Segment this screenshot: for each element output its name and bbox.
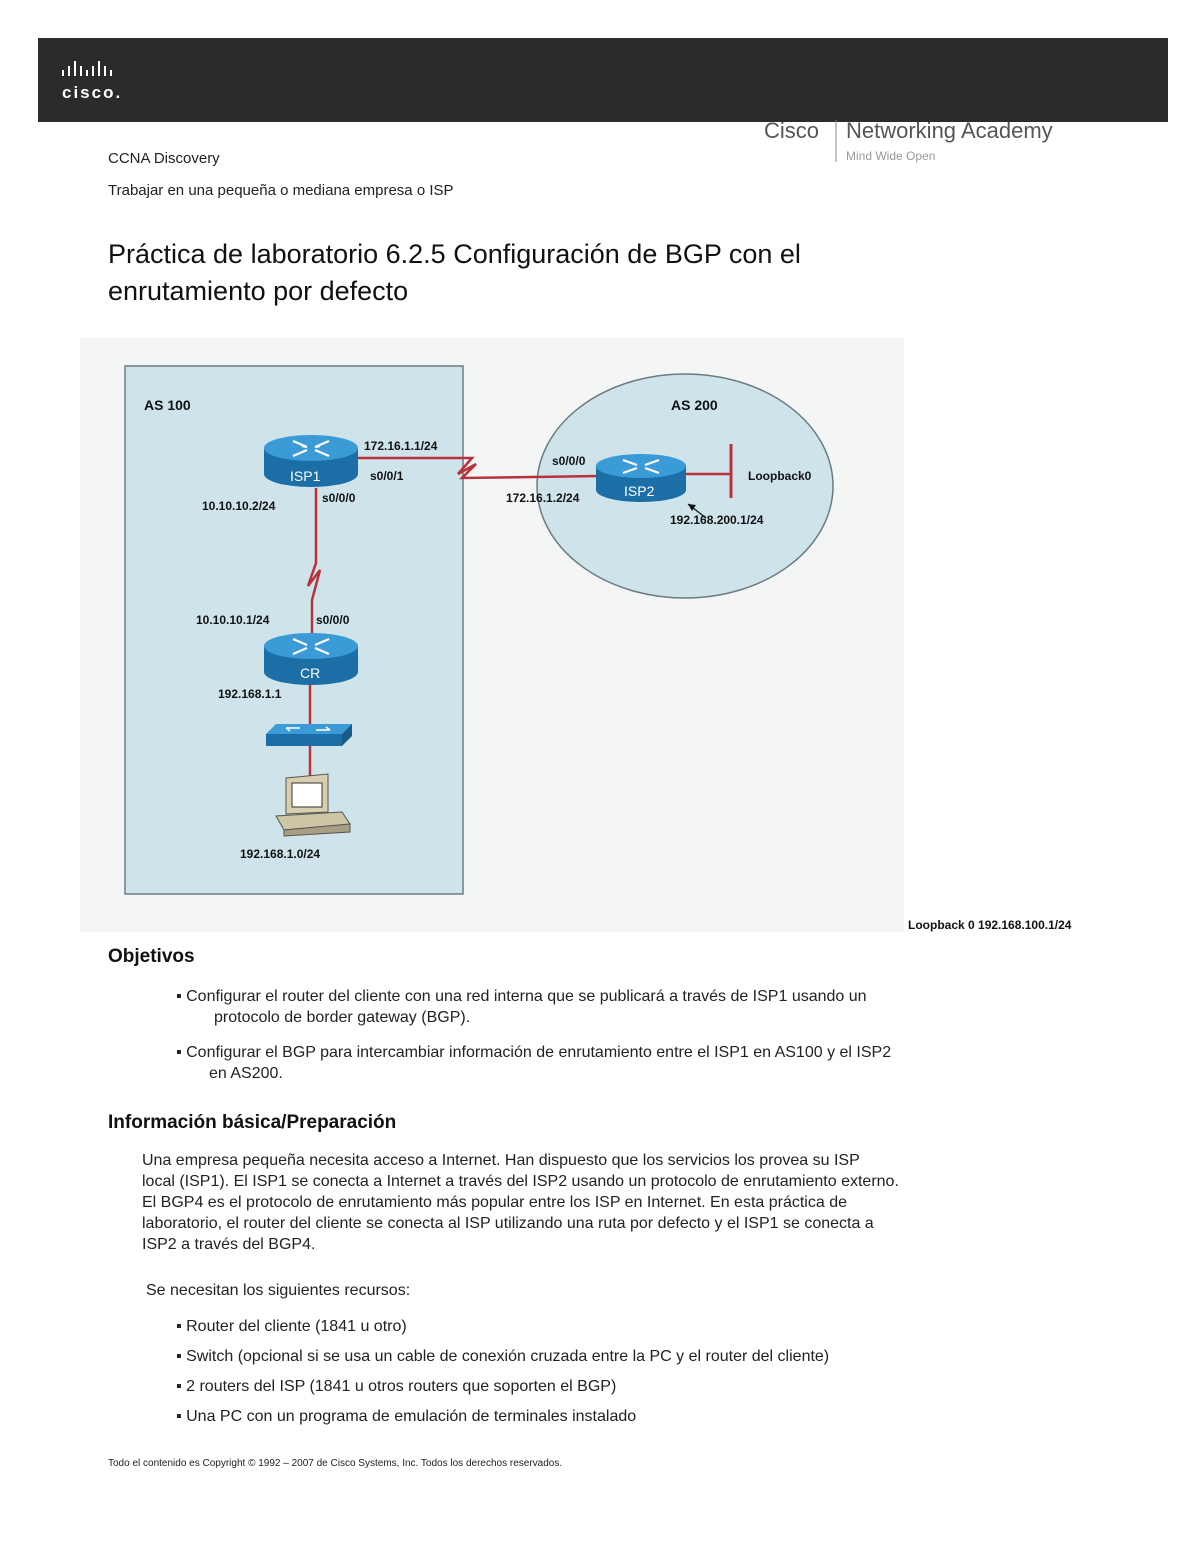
cr-s000-ip: 10.10.10.1/24 <box>196 613 270 627</box>
isp1-s000-ip: 10.10.10.2/24 <box>202 499 276 513</box>
loopback0-label: Loopback0 <box>748 469 812 483</box>
academy-brand: Cisco <box>764 118 820 143</box>
academy-tagline: Mind Wide Open <box>846 149 936 163</box>
switch-icon <box>266 724 352 746</box>
header-bar <box>38 38 1168 122</box>
isp1-s000-if: s0/0/0 <box>322 491 356 505</box>
objective-item-1 <box>176 986 1056 1028</box>
cr-s000-if: s0/0/0 <box>316 613 350 627</box>
background-line-4: laboratorio, el router del cliente se conecta al ISP utilizando una ruta por defecto y el ISP1 se conecta a <box>142 1215 874 1232</box>
background-line-5: ISP2 a través del BGP4. <box>142 1236 316 1253</box>
resource-item-2: ▪ Switch (opcional si se usa un cable de conexión cruzada entre la PC y el router del cliente) <box>176 1348 830 1365</box>
cr-lan-ip: 192.168.1.1 <box>218 687 282 701</box>
objective-item-2-line1: ▪ Configurar el BGP para intercambiar información de enrutamiento entre el ISP1 en AS100 y el ISP2 <box>176 1044 892 1061</box>
lan-network: 192.168.1.0/24 <box>240 847 321 861</box>
copyright-footer: Todo el contenido es Copyright © 1992 – 2007 de Cisco Systems, Inc. Todos los derechos reservados. <box>108 1458 563 1469</box>
background-line-2: local (ISP1). El ISP1 se conecta a Internet a través del ISP2 usando un protocolo de enrutamiento externo. <box>142 1173 899 1190</box>
loopback0-ip: 192.168.200.1/24 <box>670 513 764 527</box>
networking-academy-logo <box>762 116 1102 166</box>
title-line-1: Práctica de laboratorio 6.2.5 Configuración de BGP con el <box>108 239 801 269</box>
as100-label: AS 100 <box>144 397 191 413</box>
course-subtitle: Trabajar en una pequeña o mediana empresa o ISP <box>108 182 454 199</box>
network-topology-diagram <box>80 338 904 932</box>
background-line-1: Una empresa pequeña necesita acceso a Internet. Han dispuesto que los servicios los provea su ISP <box>142 1152 860 1169</box>
academy-name: Networking Academy <box>846 118 1053 143</box>
loopback-note: Loopback 0 192.168.100.1/24 <box>908 918 1072 932</box>
course-name: CCNA Discovery <box>108 150 220 167</box>
resource-item-1: ▪ Router del cliente (1841 u otro) <box>176 1318 407 1335</box>
isp2-s000-ip: 172.16.1.2/24 <box>506 491 580 505</box>
isp2-label: ISP2 <box>624 483 655 499</box>
background-line-3: El BGP4 es el protocolo de enrutamiento más popular entre los ISP en Internet. En esta práctica de <box>142 1194 847 1211</box>
cr-label: CR <box>300 665 321 681</box>
isp1-label: ISP1 <box>290 468 321 484</box>
background-heading: Información básica/Preparación <box>108 1112 397 1133</box>
page-title <box>108 236 1008 310</box>
cisco-wordmark: cisco. <box>62 83 123 102</box>
objective-item-1-line1: ▪ Configurar el router del cliente con una red interna que se publicará a través de ISP1 usando un <box>176 988 867 1005</box>
objectives-heading: Objetivos <box>108 946 195 967</box>
background-paragraph <box>142 1150 1092 1255</box>
cisco-logo <box>60 58 150 104</box>
as200-label: AS 200 <box>671 397 718 413</box>
isp2-s000-if: s0/0/0 <box>552 454 586 468</box>
resources-intro: Se necesitan los siguientes recursos: <box>146 1282 411 1299</box>
objective-item-2 <box>176 1042 1056 1084</box>
resource-item-4: ▪ Una PC con un programa de emulación de terminales instalado <box>176 1408 637 1425</box>
resource-item-3: ▪ 2 routers del ISP (1841 u otros routers que soporten el BGP) <box>176 1378 617 1395</box>
isp1-s001-ip: 172.16.1.1/24 <box>364 439 438 453</box>
title-line-2: enrutamiento por defecto <box>108 276 409 306</box>
objective-item-2-line2: en AS200. <box>209 1065 283 1082</box>
isp1-s001-if: s0/0/1 <box>370 469 404 483</box>
objective-item-1-line2: protocolo de border gateway (BGP). <box>214 1009 471 1026</box>
